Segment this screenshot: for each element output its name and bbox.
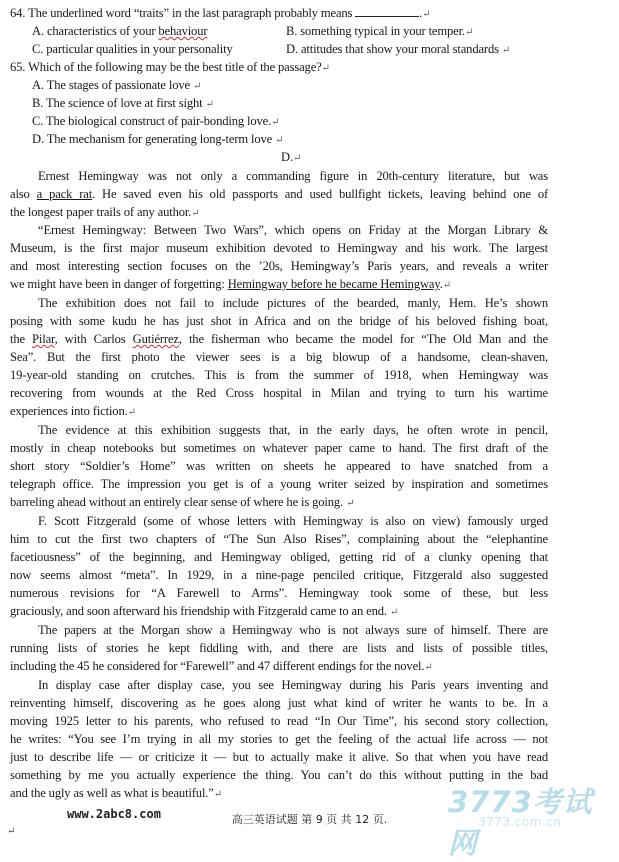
p6-line-1: The papers at the Morgan show a Hemingway who is not always sure of himself. There are — [38, 623, 548, 637]
p7-line-1: In display case after display case, you see Hemingway during his Paris years inventing and — [38, 678, 548, 692]
question-65-option-b: B. The science of love at first sight ↵ — [32, 96, 214, 110]
p7-line-3: moving 1925 letter to his parents, who refused to read “In Our Time”, his second story collection, — [10, 714, 548, 728]
underlined-sentence: Hemingway before he became Hemingway — [227, 277, 440, 291]
p3-line-1: The exhibition does not fail to include pictures of the bearded, manly, Hem. He’s shown — [38, 296, 548, 310]
p5-line-2: him to cut the first two chapters of “The Sun Also Rises”, complaining about the “elephantine — [10, 532, 548, 546]
question-65-option-d: D. The mechanism for generating long-term love ↵ — [32, 132, 284, 146]
footer-page-number: 高三英语试题 第 9 页 共 12 页. — [231, 813, 388, 826]
p1-line-3: the longest paper trails of any author.↵ — [10, 205, 200, 219]
p5-line-1: F. Scott Fitzgerald (some of whose letters with Hemingway is also on view) famously urged — [38, 514, 548, 528]
p7-line-6: something by me you actually experience the thing. You can’t do this without putting in the bad — [10, 768, 548, 782]
p2-line-1: “Ernest Hemingway: Between Two Wars”, which opens on Friday at the Morgan Library & — [38, 223, 548, 237]
p6-line-3: including the 45 he considered for “Farewell” and 47 different endings for the novel.↵ — [10, 659, 433, 673]
p3-line-4: Sea”. But the first photo the viewer sees is a big blowup of a handsome, clean-shaven, — [10, 350, 548, 364]
p4-line-1: The evidence at this exhibition suggests that, in the early days, he often wrote in pencil, — [38, 423, 548, 437]
p4-line-5: barreling ahead without an entirely clear sense of where he is going. ↵ — [10, 495, 355, 509]
question-64-option-b: B. something typical in your temper.↵ — [286, 24, 474, 38]
question-64-option-c: C. particular qualities in your personality — [32, 42, 233, 56]
question-65-option-a: A. The stages of passionate love ↵ — [32, 78, 202, 92]
p5-line-3: facetiousness” of the beginning, and Hemingway obliged, getting rid of a clunky opening that — [10, 550, 548, 564]
p2-line-3: and most interesting section focuses on the ’20s, Hemingway’s Paris years, and reveals a writer — [10, 259, 548, 273]
paragraph-mark: ↵ — [7, 826, 16, 837]
question-64-option-a: A. characteristics of your behaviour — [32, 24, 208, 38]
p7-line-7: and the ugly as well as what is beautiful.”↵ — [10, 786, 222, 800]
p3-line-7: experiences into fiction.↵ — [10, 404, 136, 418]
footer-site-url: www.2abc8.com — [67, 807, 161, 821]
p7-line-4: he writes: “You see I’m trying in all my stories to get the feeling of the actual life across — not — [10, 732, 548, 746]
p6-line-2: running lists of stories he kept fiddling with, and there are lists and lists of possible titles, — [10, 641, 548, 655]
p5-line-6: graciously, and soon afterward his friendship with Fitzgerald came to an end. ↵ — [10, 604, 399, 618]
p1-line-2: also a pack rat. He saved even his old passports and used bullfight tickets, leaving behind one of — [10, 187, 549, 201]
p3-line-6: recovering from wounds at the Red Cross hospital in Milan and trying to turn his wartime — [10, 386, 548, 400]
watermark-url: 3773.com.cn — [478, 815, 562, 829]
p1-line-1: Ernest Hemingway was not only a commanding figure in 20th-century literature, but was — [38, 169, 548, 183]
watermark-logo: 3773考试网 — [448, 785, 593, 860]
p4-line-3: short story “Soldier’s Home” was written on sheets he appeared to have snatched from a — [10, 459, 548, 473]
question-65-stem: 65. Which of the following may be the best title of the passage?↵ — [10, 60, 330, 74]
p3-line-3: the Pilar, with Carlos Gutiérrez, the fisherman who became the model for “The Old Man and the — [10, 332, 549, 346]
p2-line-2: Museum, is the first major museum exhibition devoted to Hemingway and his work. The largest — [10, 241, 548, 255]
question-64-stem: 64. The underlined word “traits” in the last paragraph probably means .↵ — [10, 6, 431, 20]
p3-line-2: posing with some kudu he has just shot in Africa and on the bridge of his beloved fishing boat, — [10, 314, 548, 328]
p3-line-5: 19-year-old standing on crutches. This is from the summer of 1918, when Hemingway was — [10, 368, 548, 382]
answer-blank — [355, 4, 419, 17]
p5-line-5: numerous revisions for “A Farewell to Arms”. Hemingway took some of these, but less — [10, 586, 548, 600]
p7-line-2: reinventing himself, discovering as he goes along just what kind of writer he wants to be. In a — [10, 696, 548, 710]
question-65-option-c: C. The biological construct of pair-bonding love.↵ — [32, 114, 280, 128]
p5-line-4: now seems almost “meta”. In 1929, in a nine-page penciled critique, Fitzgerald also suggested — [10, 568, 548, 582]
p7-line-5: just to describe life — or criticize it — but to actually make it alive. So that when you have read — [10, 750, 548, 764]
section-label: D.↵ — [281, 150, 302, 164]
underlined-phrase: a pack rat — [36, 187, 93, 201]
p4-line-2: mostly in cheap notebooks but sometimes on whatever paper came to hand. The first draft of the — [10, 441, 548, 455]
p4-line-4: telegraph office. The impression you get is of a young writer seized by inspiration and sometimes — [10, 477, 548, 491]
p2-line-4: we might have been in danger of forgetting: Hemingway before he became Hemingway.↵ — [10, 277, 451, 291]
question-64-option-d: D. attitudes that show your moral standards ↵ — [286, 42, 511, 56]
